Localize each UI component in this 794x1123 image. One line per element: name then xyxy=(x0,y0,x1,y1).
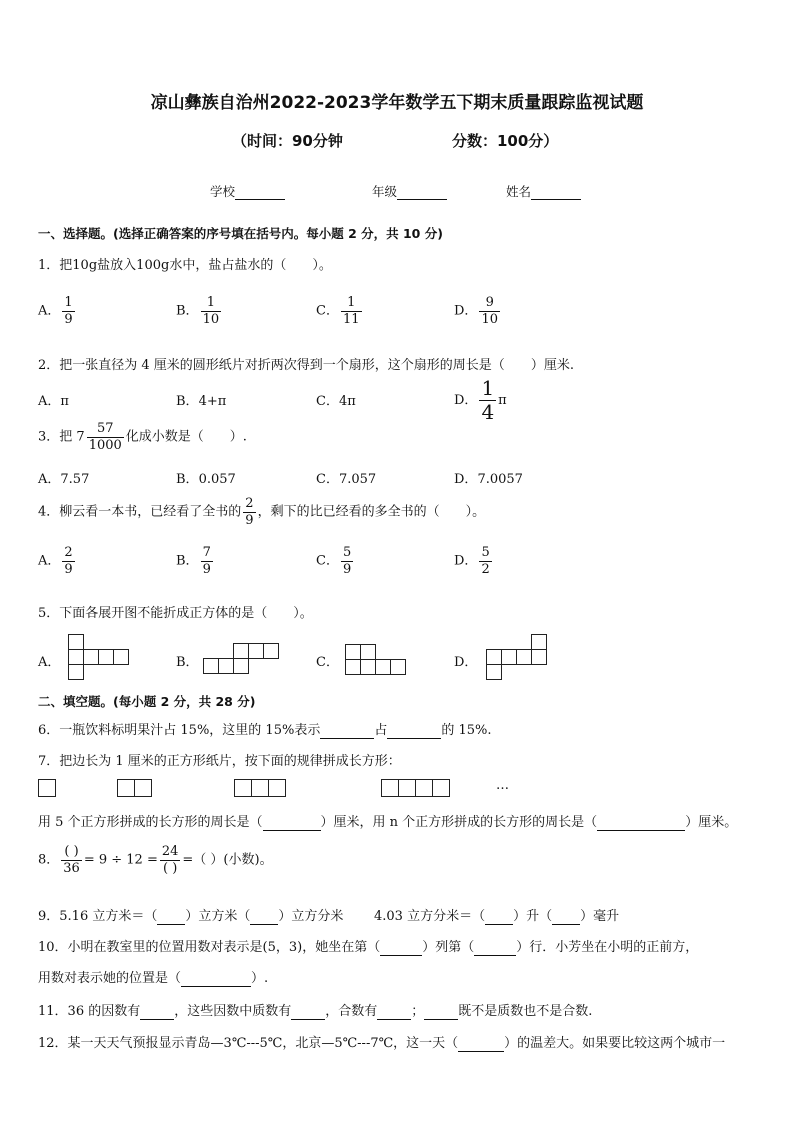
q2-option-b[interactable]: B．4+π xyxy=(176,394,227,409)
exam-time: （时间：90分钟 xyxy=(232,132,343,150)
q3-prefix: 3．把 7 xyxy=(38,429,85,445)
q11-blank-3[interactable] xyxy=(377,1004,411,1020)
q5-option-c-label[interactable]: C． xyxy=(316,655,339,670)
question-4 xyxy=(38,497,485,527)
question-7-line-2 xyxy=(38,811,737,831)
q6-part-b: 占 xyxy=(374,723,388,738)
exam-score: 分数：100分） xyxy=(452,132,559,150)
q1-mid2: 水中，盐占盐水的（ xyxy=(169,258,287,273)
name-label: 姓名 xyxy=(506,184,532,199)
q2-option-d[interactable]: D． $\frac{1}{4}$ π xyxy=(454,376,507,424)
q4-end: ）。 xyxy=(465,504,486,520)
q2-end: ）厘米. xyxy=(530,358,574,373)
school-field xyxy=(210,182,285,200)
q1-water: 100g xyxy=(136,258,170,273)
q11-blank-1[interactable] xyxy=(140,1004,174,1020)
q12-blank-1[interactable] xyxy=(458,1036,504,1052)
q8-label: 8． xyxy=(38,852,60,868)
q1-mid1: 盐放入 xyxy=(97,258,137,273)
q3-option-b[interactable]: B．0.057 xyxy=(176,472,236,487)
q7-line2-a: 用 5 个正方形拼成的长方形的周长是（ xyxy=(38,815,263,830)
question-9-part-2: 4.03 立方分米＝（ ）升（ ）毫升 xyxy=(374,909,620,924)
q3-suffix: 化成小数是（ xyxy=(125,429,204,445)
q3-numerator: 57 xyxy=(96,421,114,436)
q3-end: ）. xyxy=(229,429,247,445)
q6-part-c: 的 15%. xyxy=(441,723,492,738)
q1-prefix: 1．把 xyxy=(38,258,73,273)
q8-mid: = 9 ÷ 12 = xyxy=(83,852,158,868)
grade-blank xyxy=(397,184,447,200)
q8-end: =（ ）(小数)。 xyxy=(182,852,273,868)
question-2 xyxy=(38,354,574,373)
q1-end: ）。 xyxy=(312,258,332,273)
q4-option-d[interactable]: D． $\frac{5}{2}$ xyxy=(454,545,490,577)
q5-end: ）。 xyxy=(293,606,313,621)
q10-blank-3[interactable] xyxy=(181,971,251,987)
question-9: 9．5.16 立方米＝（ ）立方米（ ）立方分米 xyxy=(38,909,344,924)
q7-line2-c: ）厘米。 xyxy=(685,815,738,830)
q9-blank-3[interactable] xyxy=(485,909,513,925)
q4-prefix: 4．柳云看一本书，已经看了全书的 xyxy=(38,504,242,520)
question-12: 12．某一天天气预报显示青岛—3℃---5℃，北京—5℃---7℃，这一天（ ）的温差大。如果要比较这两个城市一 xyxy=(38,1036,726,1051)
grade-label: 年级 xyxy=(372,184,398,199)
question-3 xyxy=(38,422,247,452)
q8-num-2: 24 xyxy=(161,844,179,859)
question-10: 10．小明在教室里的位置用数对表示是(5，3)，她坐在第（ ）列第（ ）行．小芳坐在小明的正前方， xyxy=(38,940,699,955)
q8-den-2: ( ) xyxy=(160,860,181,876)
q11-blank-2[interactable] xyxy=(291,1004,325,1020)
q4-option-a[interactable]: A． $\frac{2}{9}$ xyxy=(38,545,73,577)
q7-blank-1[interactable] xyxy=(263,815,321,831)
page-title: 凉山彝族自治州2022-2023学年数学五下期末质量跟踪监视试题 xyxy=(150,93,644,113)
q9-blank-2[interactable] xyxy=(250,909,278,925)
q3-option-d[interactable]: D．7.0057 xyxy=(454,472,523,487)
grade-field xyxy=(372,182,447,200)
q1-option-b[interactable]: B． $\frac{1}{10}$ xyxy=(176,295,220,327)
question-10-line-2: 用数对表示她的位置是（ ）. xyxy=(38,971,269,986)
q4-suffix: ，剩下的比已经看的多全书的（ xyxy=(257,504,440,520)
q3-denominator: 1000 xyxy=(88,437,122,453)
q11-blank-4[interactable] xyxy=(424,1004,458,1020)
question-11: 11．36 的因数有 ，这些因数中质数有 ，合数有 ； 既不是质数也不是合数. xyxy=(38,1004,593,1019)
q7-blank-2[interactable] xyxy=(597,815,685,831)
q2-option-a[interactable]: A．π xyxy=(38,394,69,409)
q9-blank-1[interactable] xyxy=(157,909,185,925)
school-blank xyxy=(235,184,285,200)
q1-option-a[interactable]: A． $\frac{1}{9}$ xyxy=(38,295,73,327)
q6-part-a: 6．一瓶饮料标明果汁占 15%，这里的 15%表示 xyxy=(38,723,321,738)
q1-option-c[interactable]: C． $\frac{1}{11}$ xyxy=(316,295,360,327)
question-7: 7．把边长为 1 厘米的正方形纸片，按下面的规律拼成长方形： xyxy=(38,754,401,769)
name-field xyxy=(506,182,581,200)
school-label: 学校 xyxy=(210,184,236,199)
q10-blank-1[interactable] xyxy=(380,940,422,956)
q7-line2-b: ）厘米，用 n 个正方形拼成的长方形的周长是（ xyxy=(320,815,598,830)
q9-blank-4[interactable] xyxy=(552,909,580,925)
question-5 xyxy=(38,602,313,621)
question-6 xyxy=(38,719,492,739)
q2-text: 2．把一张直径为 4 厘米的圆形纸片对折两次得到一个扇形，这个扇形的周长是（ xyxy=(38,358,505,373)
q4-numerator: 2 xyxy=(245,496,254,511)
section-1-title: 一、选择题。(选择正确答案的序号填在括号内。每小题 2 分，共 10 分) xyxy=(38,226,443,241)
question-8 xyxy=(38,845,273,875)
q8-num-1: ( ) xyxy=(64,844,79,859)
section-2-title: 二、填空题。(每小题 2 分，共 28 分) xyxy=(38,694,256,709)
q3-option-c[interactable]: C．7.057 xyxy=(316,472,377,487)
q4-option-b[interactable]: B． $\frac{7}{9}$ xyxy=(176,545,211,577)
q2-option-c[interactable]: C．4π xyxy=(316,394,356,409)
q4-denominator: 9 xyxy=(245,512,254,528)
name-blank xyxy=(531,184,581,200)
q3-option-a[interactable]: A．7.57 xyxy=(38,472,90,487)
q5-text: 5．下面各展开图不能折成正方体的是（ xyxy=(38,606,268,621)
q4-option-c[interactable]: C． $\frac{5}{9}$ xyxy=(316,545,352,577)
q5-option-d-label[interactable]: D． xyxy=(454,655,478,670)
q6-blank-1[interactable] xyxy=(320,723,374,739)
question-1 xyxy=(38,254,332,273)
q8-den-1: 36 xyxy=(63,860,80,876)
q5-option-a-label[interactable]: A． xyxy=(38,655,61,670)
q6-blank-2[interactable] xyxy=(387,723,441,739)
q1-option-d[interactable]: D． $\frac{9}{10}$ xyxy=(454,295,498,327)
q5-option-b-label[interactable]: B． xyxy=(176,655,199,670)
q1-salt: 10g xyxy=(72,258,98,273)
q7-ellipsis: … xyxy=(496,778,509,793)
q10-blank-2[interactable] xyxy=(474,940,516,956)
